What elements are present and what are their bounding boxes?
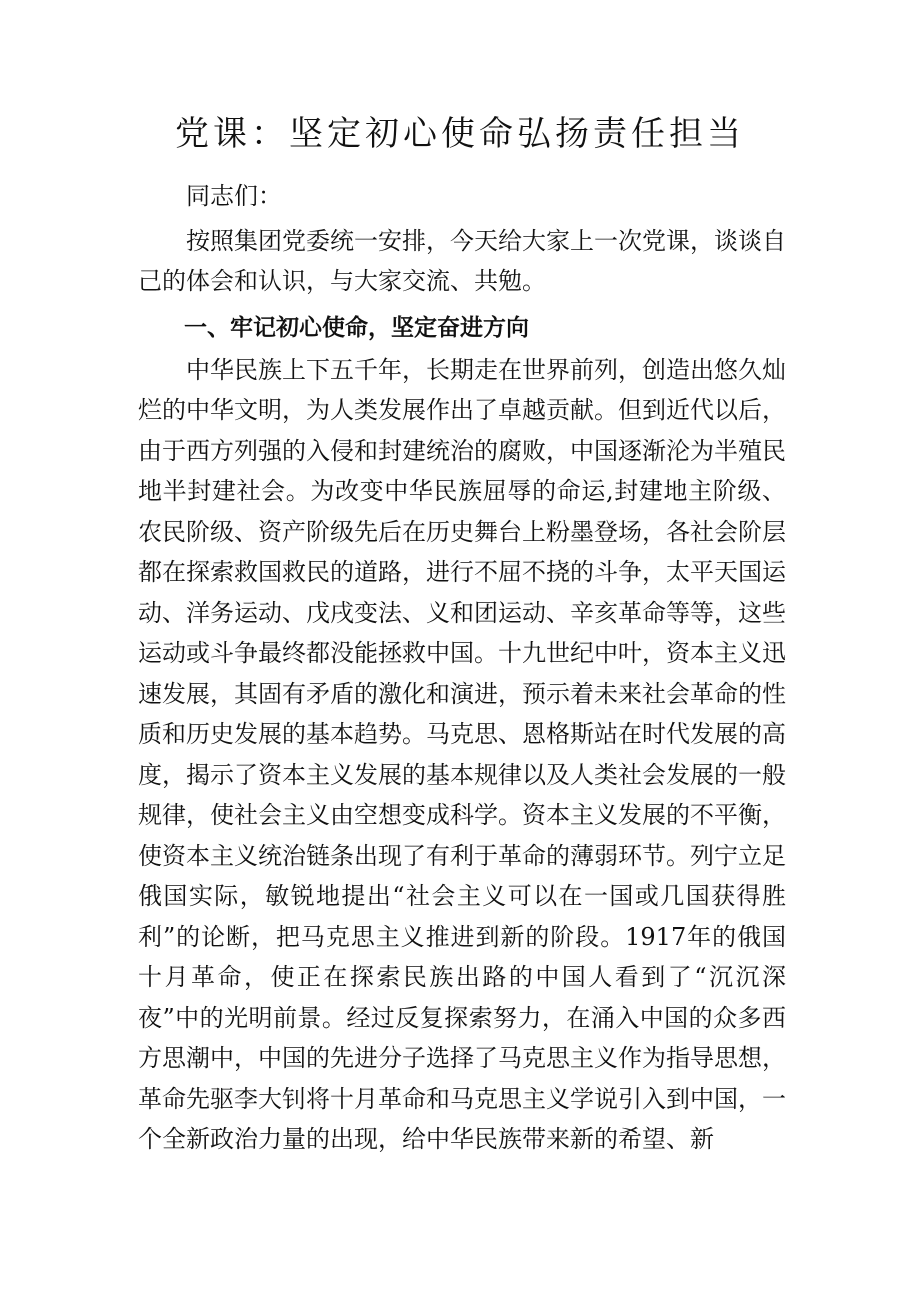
section-1-paragraph: 中华民族上下五千年，长期走在世界前列，创造出悠久灿烂的中华文明，为人类发展作出了卓越贡献。但到近代以后，由于西方列强的入侵和封建统治的腐败，中国逐渐沦为半殖民地半封建社会。为改变中华民族屈辱的命运,封建地主阶级、农民阶级、资产阶级先后在历史舞台上粉墨登场，各社会阶层都在探索救国救民的道路，进行不屈不挠的斗争，太平天国运动、洋务运动、戊戌变法、义和团运动、辛亥革命等等，这些运动或斗争最终都没能拯救中国。十九世纪中叶，资本主义迅速发展，其固有矛盾的激化和演进，预示着未来社会革命的性质和历史发展的基本趋势。马克思、恩格斯站在时代发展的高度，揭示了资本主义发展的基本规律以及人类社会发展的一般规律，使社会主义由空想变成科学。资本主义发展的不平衡，使资本主义统治链条出现了有利于革命的薄弱环节。列宁立足俄国实际，敏锐地提出“社会主义可以在一国或几国获得胜利”的论断，把马克思主义推进到新的阶段。1917年的俄国十月革命，使正在探索民族出路的中国人看到了“沉沉深夜”中的光明前景。经过反复探索努力，在涌入中国的众多西方思潮中，中国的先进分子选择了马克思主义作为指导思想，革命先驱李大钊将十月革命和马克思主义学说引入到中国，一个全新政治力量的出现，给中华民族带来新的希望、新	[138, 355, 786, 1153]
greeting: 同志们：	[186, 182, 282, 210]
section-heading-1: 一、牢记初心使命，坚定奋进方向	[184, 314, 529, 341]
document-body	[138, 176, 786, 1160]
intro-paragraph: 按照集团党委统一安排，今天给大家上一次党课，谈谈自己的体会和认识，与大家交流、共勉。	[138, 226, 786, 295]
document-title: 党课：坚定初心使命弘扬责任担当	[175, 114, 745, 154]
